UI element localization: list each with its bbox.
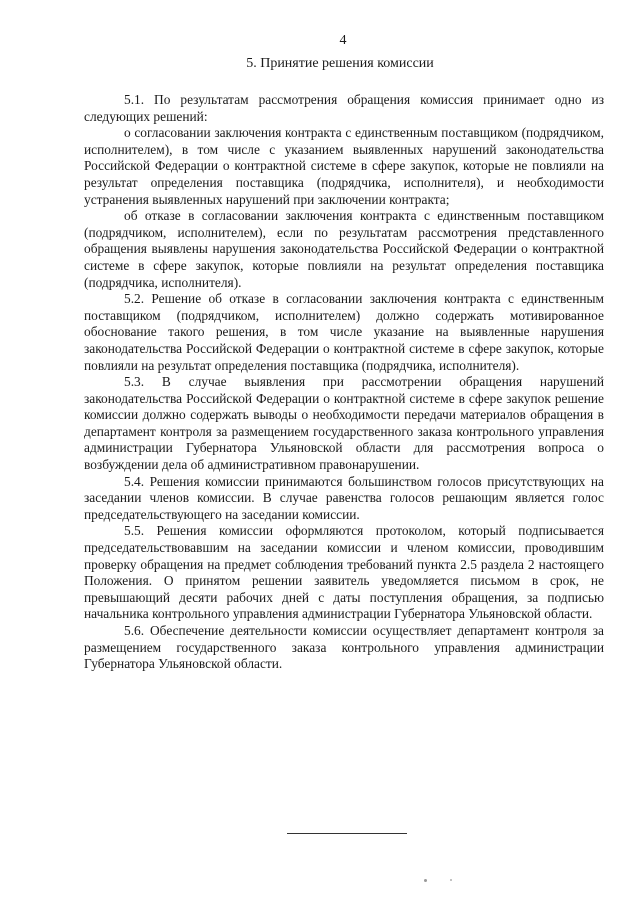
paragraph-5-5: 5.5. Решения комиссии оформляются протоколом, который подписывается председательствовавшим на заседании комиссии и членом комиссии, проводившим проверку обращения на предмет соблюдения требований пункта 2.5 раздела 2 настоящего Положения. О принятом решении заявитель уведомляется письмом в срок, не превышающий десяти рабочих дней с даты поступления обращения, за подписью начальника контрольного управления администрации Губернатора Ульяновской области. — [84, 523, 604, 622]
section-body — [84, 92, 604, 673]
scan-speck — [450, 879, 452, 881]
page-number: 4 — [339, 33, 347, 48]
paragraph-option-refuse: об отказе в согласовании заключения контракта с единственным поставщиком (подрядчиком, исполнителем), если по результатам рассмотрения представленного обращения выявлены нарушения законодательства Российской Федерации о контрактной системе в сфере закупок, которые повлияли на результат определения поставщика (подрядчика, исполнителя). — [84, 208, 604, 290]
paragraph-5-3: 5.3. В случае выявления при рассмотрении обращения нарушений законодательства Российской Федерации о контрактной системе в сфере закупок решение комиссии должно содержать выводы о необходимости передачи материалов обращения в департамент контроля за размещением государственного заказа контрольного управления администрации Губернатора Ульяновской области для рассмотрения вопроса о возбуждении дела об административном правонарушении. — [84, 374, 604, 473]
section-heading: 5. Принятие решения комиссии — [246, 56, 434, 71]
paragraph-5-2: 5.2. Решение об отказе в согласовании заключения контракта с единственным поставщиком (подрядчиком, исполнителем) должно содержать мотивированное обоснование такого решения, в том числе указание на выявленные нарушения законодательства Российской Федерации о контрактной системе в сфере закупок, которые повлияли на результат определения поставщика (подрядчика, исполнителя). — [84, 291, 604, 373]
paragraph-option-approve: о согласовании заключения контракта с единственным поставщиком (подрядчиком, исполнителем), в том числе с указанием выявленных нарушений законодательства Российской Федерации о контрактной системе в сфере закупок, которые не повлияли на результат определения поставщика (подрядчика, исполнителя), и необходимости устранения выявленных нарушений при заключении контракта; — [84, 125, 604, 207]
paragraph-5-6: 5.6. Обеспечение деятельности комиссии осуществляет департамент контроля за размещением государственного заказа контрольного управления администрации Губернатора Ульяновской области. — [84, 623, 604, 672]
paragraph-5-1: 5.1. По результатам рассмотрения обращения комиссия принимает одно из следующих решений: — [84, 92, 604, 124]
scan-speck — [424, 879, 427, 882]
paragraph-5-4: 5.4. Решения комиссии принимаются большинством голосов присутствующих на заседании членов комиссии. В случае равенства голосов решающим является голос председательствующего на заседании комиссии. — [84, 473, 604, 522]
closing-rule — [287, 833, 407, 834]
